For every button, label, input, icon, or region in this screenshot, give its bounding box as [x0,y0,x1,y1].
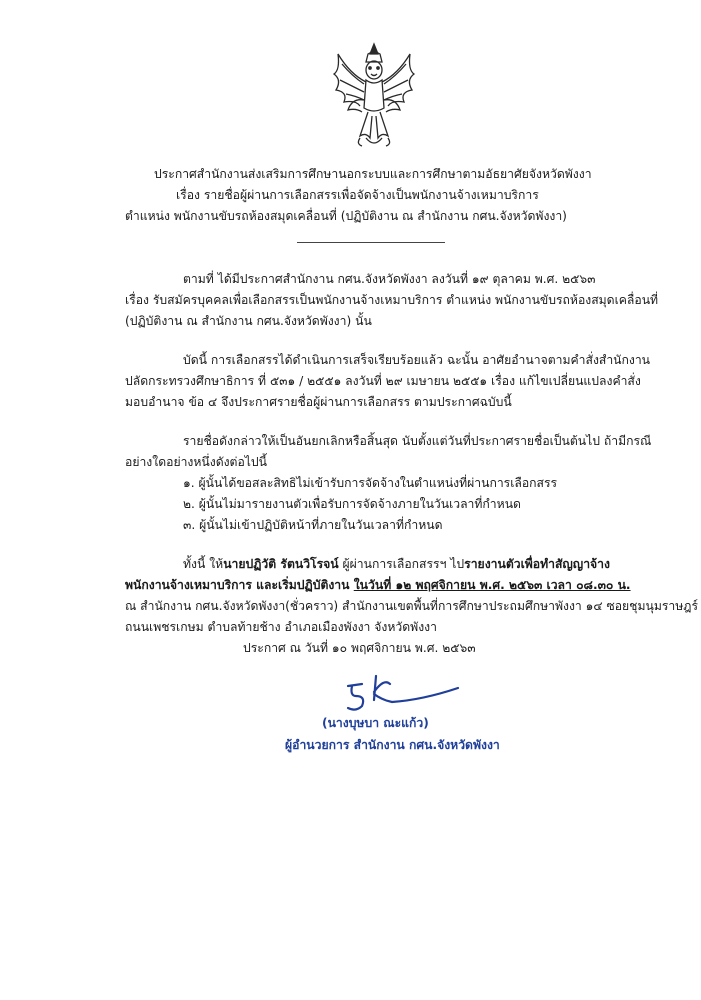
paragraph-4-connector: ผู้ผ่านการเลือกสรรฯ ไป [338,557,465,571]
position-line: ตำแหน่ง พนักงานขับรถห้องสมุดเคลื่อนที่ (ปฏิบัติงาน ณ สำนักงาน กศน.จังหวัดพังงา) [125,209,567,223]
garuda-emblem [326,40,422,152]
paragraph-4-line-4: ถนนเพชรเกษม ตำบลท้ายช้าง อำเภอเมืองพังงา จังหวัดพังงา [125,620,437,634]
condition-item-1: ๑. ผู้นั้นได้ขอสละสิทธิไม่เข้ารับการจัดจ้างในตำแหน่งที่ผ่านการเลือกสรร [183,476,558,490]
start-work-text: พนักงานจ้างเหมาบริการ และเริ่มปฏิบัติงาน [125,578,354,592]
header-divider [297,242,445,243]
subject-line: เรื่อง รายชื่อผู้ผ่านการเลือกสรรเพื่อจัดจ้างเป็นพนักงานจ้างเหมาบริการ [176,188,539,202]
condition-item-2: ๒. ผู้นั้นไม่มารายงานตัวเพื่อรับการจัดจ้างภายในวันเวลาที่กำหนด [183,497,521,511]
condition-item-3: ๓. ผู้นั้นไม่เข้าปฏิบัติหน้าที่ภายในวันเวลาที่กำหนด [183,518,443,532]
paragraph-3-line-2: อย่างใดอย่างหนึ่งดังต่อไปนี้ [125,455,267,469]
paragraph-4-intro: ทั้งนี้ ให้ [183,557,224,571]
report-instruction: รายงานตัวเพื่อทำสัญญาจ้าง [464,557,610,571]
paragraph-4-line-3: ณ สำนักงาน กศน.จังหวัดพังงา(ชั่วคราว) สำนักงานเขตพื้นที่การศึกษาประถมศึกษาพังงา ๑๔ ซอยชุมนุมราษฎร์ [125,599,699,613]
paragraph-1-line-3: (ปฏิบัติงาน ณ สำนักงาน กศน.จังหวัดพังงา) นั้น [125,314,372,328]
paragraph-2-line-2: ปลัดกระทรวงศึกษาธิการ ที่ ๕๓๑ / ๒๕๕๑ ลงวันที่ ๒๙ เมษายน ๒๕๕๑ เรื่อง แก้ไขเปลี่ยนแปลงคำสั่ง [125,374,641,388]
signatory-name: (นางบุษบา ณะแก้ว) [322,716,429,730]
selected-candidate-name: นายปฏิวัติ รัตนวิโรจน์ [223,557,339,571]
paragraph-3-line-1: รายชื่อดังกล่าวให้เป็นอันยกเลิกหรือสิ้นสุด นับตั้งแต่วันที่ประกาศรายชื่อเป็นต้นไป ถ้ามีกรณี [183,434,652,448]
signatory-position: ผู้อำนวยการ สำนักงาน กศน.จังหวัดพังงา [285,738,500,752]
paragraph-2-line-1: บัดนี้ การเลือกสรรได้ดำเนินการเสร็จเรียบร้อยแล้ว ฉะนั้น อาศัยอำนาจตามคำสั่งสำนักงาน [183,353,651,367]
paragraph-1-line-2: เรื่อง รับสมัครบุคคลเพื่อเลือกสรรเป็นพนักงานจ้างเหมาบริการ ตำแหน่ง พนักงานขับรถห้องสมุดเคลื่อนที่ [125,293,659,307]
handwritten-signature [340,670,462,716]
paragraph-4-line-1 [183,556,610,572]
announcement-date: ประกาศ ณ วันที่ ๑๐ พฤศจิกายน พ.ศ. ๒๕๖๓ [243,641,476,655]
paragraph-4-line-2 [125,577,631,593]
paragraph-2-line-3: มอบอำนาจ ข้อ ๔ จึงประกาศรายชื่อผู้ผ่านการเลือกสรร ตามประกาศฉบับนี้ [125,395,512,409]
report-date: ในวันที่ ๑๒ พฤศจิกายน พ.ศ. ๒๕๖๓ เวลา ๐๘.๓๐ น. [353,578,631,592]
announcement-title: ประกาศสำนักงานส่งเสริมการศึกษานอกระบบและการศึกษาตามอัธยาศัยจังหวัดพังงา [154,167,592,181]
paragraph-1-line-1: ตามที่ ได้มีประกาศสำนักงาน กศน.จังหวัดพังงา ลงวันที่ ๑๙ ตุลาคม พ.ศ. ๒๕๖๓ [183,272,596,286]
